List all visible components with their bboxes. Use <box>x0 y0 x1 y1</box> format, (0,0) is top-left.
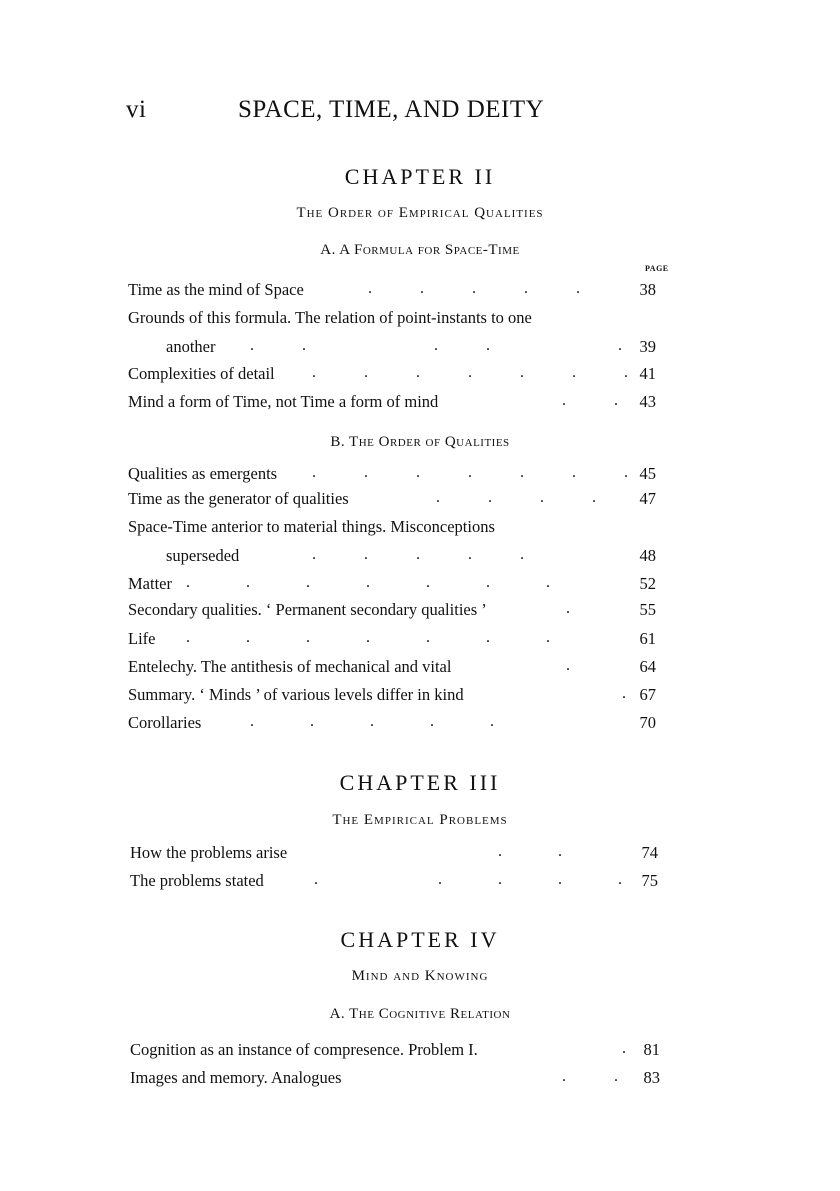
chapter-heading: CHAPTER III <box>339 770 501 795</box>
leader-dots: . <box>566 600 570 617</box>
leader-dots: . . . . . . . <box>312 364 628 381</box>
page-folio: vi <box>126 96 147 123</box>
leader-dots: . . . . <box>436 489 596 506</box>
toc-entry-text: Qualities as emergents <box>128 464 278 483</box>
page-column-label: PAGE <box>645 264 669 273</box>
leader-dots: . . . . . . . <box>312 464 628 481</box>
toc-entry-text: Complexities of detail <box>128 364 275 383</box>
toc-entry-continuation: another <box>166 337 216 356</box>
leader-dots: . . <box>562 392 618 409</box>
toc-entry-page: 43 <box>639 392 656 411</box>
toc-entry-page: 75 <box>641 871 658 890</box>
leader-dots: . <box>622 685 626 702</box>
toc-entry-text: Grounds of this formula. The relation of point-instants to one <box>128 308 532 327</box>
toc-entry-page: 67 <box>639 685 656 704</box>
leader-dots: . . <box>498 843 562 860</box>
leader-dots: . . . . . <box>312 546 524 563</box>
leader-dots: . . . . . <box>250 713 494 730</box>
toc-entry-continuation: superseded <box>166 546 240 565</box>
toc-entry-page: 70 <box>639 713 656 732</box>
toc-entry-text: Secondary qualities. ‘ Permanent secondary qualities ’ <box>128 600 487 619</box>
toc-entry-page: 39 <box>639 337 656 356</box>
chapter-subtitle: The Empirical Problems <box>332 812 508 828</box>
chapter-subtitle: Mind and Knowing <box>351 968 489 984</box>
toc-entry-text: Matter <box>128 574 172 593</box>
toc-entry-text: Images and memory. Analogues <box>130 1068 342 1087</box>
leader-dots: . . . . . <box>314 871 622 888</box>
leader-dots: . . . . . . . <box>186 629 550 646</box>
toc-entry-page: 74 <box>641 843 658 862</box>
toc-entry-page: 45 <box>639 464 656 483</box>
toc-entry-page: 64 <box>639 657 656 676</box>
section-heading: A. A Formula for Space-Time <box>320 242 520 258</box>
toc-entry-page: 61 <box>639 629 656 648</box>
toc-entry-page: 47 <box>639 489 656 508</box>
leader-dots: . <box>622 1040 626 1057</box>
toc-entry-text: Time as the mind of Space <box>128 280 304 299</box>
chapter-subtitle: The Order of Empirical Qualities <box>296 205 544 221</box>
toc-entry-text: Cognition as an instance of compresence. Problem I. <box>130 1040 478 1059</box>
running-head-title: SPACE, TIME, AND DEITY <box>238 96 545 123</box>
section-heading: A. The Cognitive Relation <box>329 1006 511 1022</box>
leader-dots: . . . . . <box>368 280 580 297</box>
chapter-heading: CHAPTER IV <box>340 927 500 952</box>
toc-entry-page: 52 <box>639 574 656 593</box>
toc-entry-page: 48 <box>639 546 656 565</box>
toc-entry-text: Space-Time anterior to material things. Misconceptions <box>128 517 495 536</box>
toc-entry-text: How the problems arise <box>130 843 288 862</box>
toc-entry-text: Time as the generator of qualities <box>128 489 349 508</box>
toc-entry-text: Life <box>128 629 156 648</box>
toc-entry-page: 83 <box>643 1068 660 1087</box>
leader-dots: . . . . . <box>250 337 622 354</box>
leader-dots: . . <box>562 1068 618 1085</box>
toc-entry-text: Summary. ‘ Minds ’ of various levels differ in kind <box>128 685 464 704</box>
toc-entry-page: 38 <box>639 280 656 299</box>
toc-entry-page: 41 <box>639 364 656 383</box>
leader-dots: . . . . . . . <box>186 574 550 591</box>
chapter-heading: CHAPTER II <box>344 164 496 189</box>
section-heading: B. The Order of Qualities <box>330 434 510 450</box>
toc-entry-text: Entelechy. The antithesis of mechanical and vital <box>128 657 452 676</box>
toc-entry-text: Corollaries <box>128 713 202 732</box>
leader-dots: . <box>566 657 570 674</box>
toc-entry-page: 55 <box>639 600 656 619</box>
toc-entry-page: 81 <box>643 1040 660 1059</box>
toc-entry-text: The problems stated <box>130 871 264 890</box>
toc-entry-text: Mind a form of Time, not Time a form of mind <box>128 392 439 411</box>
